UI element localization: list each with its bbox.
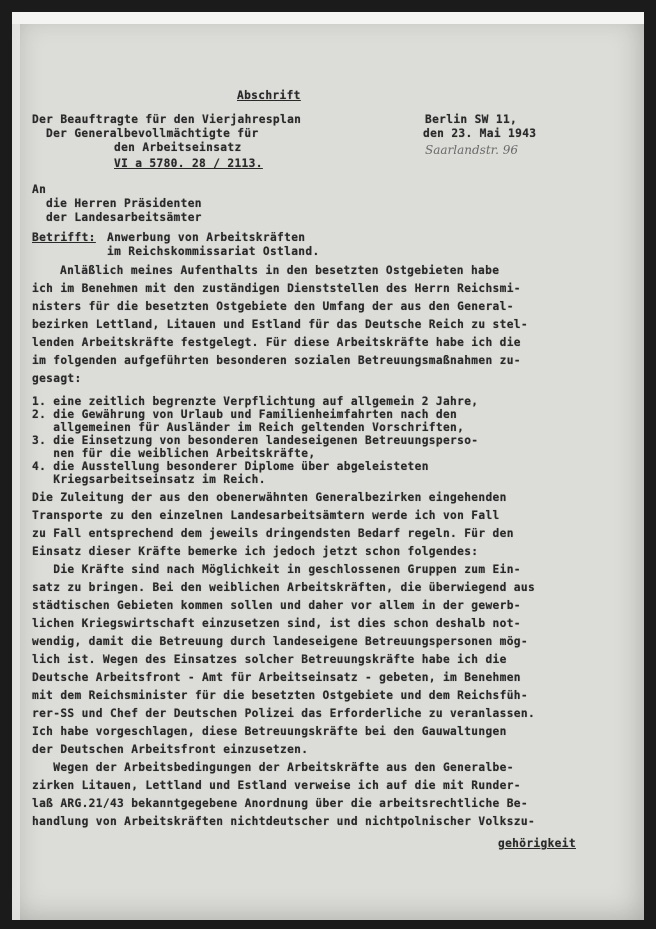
place: Berlin SW 11,: [425, 113, 518, 126]
handwritten-note: Saarlandstr. 96: [425, 143, 518, 157]
body-line: lich ist. Wegen des Einsatzes solcher Betreuungskräfte habe ich die: [32, 653, 507, 666]
recipient-line: die Herren Präsidenten: [46, 197, 202, 210]
body-line: bezirken Lettland, Litauen und Estland für das Deutsche Reich zu stel-: [32, 318, 528, 331]
body-line: Einsatz dieser Kräfte bemerke ich jedoch jetzt schon folgendes:: [32, 545, 479, 558]
body-line: mit dem Reichsminister für die besetzten Ostgebiete und dem Reichsfüh-: [32, 689, 528, 702]
body-line: gesagt:: [32, 372, 82, 385]
body-line: Die Kräfte sind nach Möglichkeit in geschlossenen Gruppen zum Ein-: [32, 563, 521, 576]
document-title: Abschrift: [237, 89, 301, 102]
date: den 23. Mai 1943: [423, 127, 537, 140]
recipient-line: An: [32, 183, 47, 196]
body-line: Deutsche Arbeitsfront - Amt für Arbeitseinsatz - gebeten, im Benehmen: [32, 671, 521, 684]
body-line: Ich habe vorgeschlagen, diese Betreuungskräfte bei den Gauwaltungen: [32, 725, 507, 738]
list-item: 4. die Ausstellung besonderer Diplome über abgeleisteten: [32, 460, 429, 473]
sender-line: Der Beauftragte für den Vierjahresplan: [32, 113, 302, 126]
catchword: gehörigkeit: [498, 837, 576, 850]
list-item: allgemeinen für Ausländer im Reich geltenden Vorschriften,: [32, 421, 465, 434]
subject-label: Betrifft:: [32, 231, 96, 244]
body-line: der Deutschen Arbeitsfront einzusetzen.: [32, 743, 309, 756]
body-line: nisters für die besetzten Ostgebiete den Umfang der aus den General-: [32, 300, 514, 313]
list-item: 1. eine zeitlich begrenzte Verpflichtung auf allgemein 2 Jahre,: [32, 395, 479, 408]
sender-line: den Arbeitseinsatz: [114, 141, 242, 154]
subject-line: Anwerbung von Arbeitskräften: [107, 231, 306, 244]
body-line: Wegen der Arbeitsbedingungen der Arbeitskräfte aus den Generalbe-: [32, 761, 514, 774]
body-line: Anläßlich meines Aufenthalts in den besetzten Ostgebieten habe: [60, 264, 500, 277]
body-line: ich im Benehmen mit den zuständigen Dienststellen des Herrn Reichsmi-: [32, 282, 521, 295]
list-item: Kriegsarbeitseinsatz im Reich.: [32, 473, 266, 486]
document-page: [12, 12, 644, 920]
body-line: zu Fall entsprechend dem jeweils dringendsten Bedarf regeln. Für den: [32, 527, 514, 540]
body-line: im folgenden aufgeführten besonderen sozialen Betreuungsmaßnahmen zu-: [32, 354, 521, 367]
body-line: lenden Arbeitskräfte festgelegt. Für diese Arbeitskräfte habe ich die: [32, 336, 521, 349]
body-line: zirken Litauen, Lettland und Estland verweise ich auf die mit Runder-: [32, 779, 521, 792]
body-line: Die Zuleitung der aus den obenerwähnten Generalbezirken eingehenden: [32, 491, 507, 504]
list-item: 3. die Einsetzung von besonderen landeseigenen Betreuungsperso-: [32, 434, 479, 447]
list-item: nen für die weiblichen Arbeitskräfte,: [32, 447, 316, 460]
body-line: wendig, damit die Betreuung durch landeseigene Betreuungspersonen mög-: [32, 635, 528, 648]
body-line: lichen Kriegswirtschaft einzusetzen sind, ist dies schon deshalb not-: [32, 617, 521, 630]
body-line: rer-SS und Chef der Deutschen Polizei das Erforderliche zu veranlassen.: [32, 707, 536, 720]
body-line: handlung von Arbeitskräften nichtdeutscher und nichtpolnischer Volkszu-: [32, 815, 536, 828]
paper-edge: [12, 12, 644, 24]
body-line: laß ARG.21/43 bekanntgegebene Anordnung über die arbeitsrechtliche Be-: [32, 797, 528, 810]
list-item: 2. die Gewährung von Urlaub und Familienheimfahrten nach den: [32, 408, 458, 421]
reference-number: VI a 5780. 28 / 2113.: [114, 157, 263, 170]
subject-line: im Reichskommissariat Ostland.: [107, 245, 320, 258]
sender-line: Der Generalbevollmächtigte für: [46, 127, 259, 140]
paper-edge-left: [12, 12, 20, 920]
body-line: städtischen Gebieten kommen sollen und daher vor allem in der gewerb-: [32, 599, 521, 612]
body-line: Transporte zu den einzelnen Landesarbeitsämtern werde ich von Fall: [32, 509, 500, 522]
body-line: satz zu bringen. Bei den weiblichen Arbeitskräften, die überwiegend aus: [32, 581, 536, 594]
recipient-line: der Landesarbeitsämter: [46, 211, 202, 224]
